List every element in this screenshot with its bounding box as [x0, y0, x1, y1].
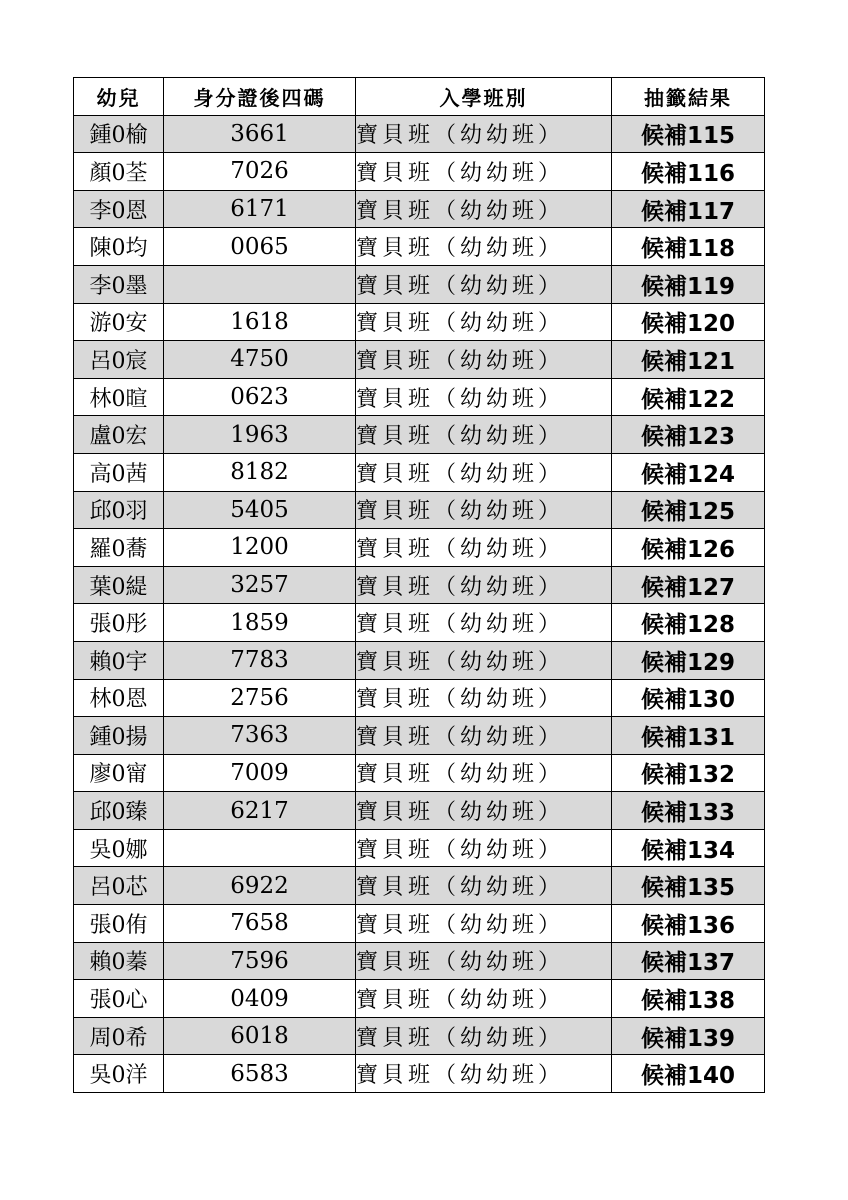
- table-row: [74, 153, 765, 191]
- table-row: [74, 641, 765, 679]
- cell-id-last4: 0065: [164, 228, 356, 266]
- cell-lottery-result: 候補132: [612, 754, 765, 792]
- table-row: [74, 867, 765, 905]
- table-row: [74, 566, 765, 604]
- cell-child-name: 游0安: [74, 303, 164, 341]
- cell-lottery-result: 候補123: [612, 416, 765, 454]
- table-row: [74, 491, 765, 529]
- cell-child-name: 鍾0榆: [74, 115, 164, 153]
- cell-lottery-result: 候補119: [612, 265, 765, 303]
- table-row: [74, 265, 765, 303]
- cell-id-last4: [164, 265, 356, 303]
- cell-child-name: 張0心: [74, 980, 164, 1018]
- cell-child-name: 呂0芯: [74, 867, 164, 905]
- table-row: [74, 378, 765, 416]
- cell-child-name: 葉0緹: [74, 566, 164, 604]
- table-row: [74, 905, 765, 943]
- cell-class: 寶貝班（幼幼班）: [356, 115, 612, 153]
- cell-lottery-result: 候補117: [612, 190, 765, 228]
- cell-lottery-result: 候補116: [612, 153, 765, 191]
- cell-child-name: 呂0宸: [74, 341, 164, 379]
- cell-child-name: 李0恩: [74, 190, 164, 228]
- cell-lottery-result: 候補129: [612, 641, 765, 679]
- cell-lottery-result: 候補120: [612, 303, 765, 341]
- cell-child-name: 顏0荃: [74, 153, 164, 191]
- cell-child-name: 張0彤: [74, 604, 164, 642]
- cell-id-last4: 7658: [164, 905, 356, 943]
- table-row: [74, 115, 765, 153]
- table-row: [74, 829, 765, 867]
- header-id-last4: 身分證後四碼: [164, 78, 356, 116]
- table-row: [74, 303, 765, 341]
- cell-id-last4: 6018: [164, 1017, 356, 1055]
- cell-id-last4: 5405: [164, 491, 356, 529]
- cell-class: 寶貝班（幼幼班）: [356, 980, 612, 1018]
- cell-class: 寶貝班（幼幼班）: [356, 604, 612, 642]
- cell-class: 寶貝班（幼幼班）: [356, 341, 612, 379]
- cell-id-last4: 6922: [164, 867, 356, 905]
- table-body: [74, 115, 765, 1092]
- table-row: [74, 1055, 765, 1093]
- cell-id-last4: 7009: [164, 754, 356, 792]
- cell-lottery-result: 候補118: [612, 228, 765, 266]
- table-row: [74, 190, 765, 228]
- cell-class: 寶貝班（幼幼班）: [356, 228, 612, 266]
- cell-class: 寶貝班（幼幼班）: [356, 679, 612, 717]
- cell-class: 寶貝班（幼幼班）: [356, 641, 612, 679]
- cell-id-last4: 7363: [164, 717, 356, 755]
- cell-class: 寶貝班（幼幼班）: [356, 491, 612, 529]
- cell-class: 寶貝班（幼幼班）: [356, 717, 612, 755]
- cell-child-name: 邱0羽: [74, 491, 164, 529]
- cell-class: 寶貝班（幼幼班）: [356, 303, 612, 341]
- cell-child-name: 賴0蓁: [74, 942, 164, 980]
- cell-lottery-result: 候補124: [612, 453, 765, 491]
- cell-child-name: 吳0洋: [74, 1055, 164, 1093]
- lottery-results-table: [73, 77, 765, 1093]
- header-child-name: 幼兒: [74, 78, 164, 116]
- header-lottery-result: 抽籤結果: [612, 78, 765, 116]
- cell-child-name: 高0茜: [74, 453, 164, 491]
- table-row: [74, 604, 765, 642]
- cell-id-last4: 1859: [164, 604, 356, 642]
- cell-lottery-result: 候補130: [612, 679, 765, 717]
- cell-lottery-result: 候補125: [612, 491, 765, 529]
- cell-child-name: 羅0蕎: [74, 529, 164, 567]
- cell-lottery-result: 候補126: [612, 529, 765, 567]
- cell-child-name: 賴0宇: [74, 641, 164, 679]
- cell-class: 寶貝班（幼幼班）: [356, 190, 612, 228]
- cell-class: 寶貝班（幼幼班）: [356, 453, 612, 491]
- cell-lottery-result: 候補139: [612, 1017, 765, 1055]
- cell-id-last4: 4750: [164, 341, 356, 379]
- cell-id-last4: 8182: [164, 453, 356, 491]
- cell-id-last4: 7783: [164, 641, 356, 679]
- cell-lottery-result: 候補122: [612, 378, 765, 416]
- cell-class: 寶貝班（幼幼班）: [356, 1017, 612, 1055]
- cell-lottery-result: 候補134: [612, 829, 765, 867]
- header-class: 入學班別: [356, 78, 612, 116]
- cell-child-name: 林0暄: [74, 378, 164, 416]
- cell-id-last4: 7596: [164, 942, 356, 980]
- cell-id-last4: [164, 829, 356, 867]
- cell-class: 寶貝班（幼幼班）: [356, 905, 612, 943]
- cell-id-last4: 0409: [164, 980, 356, 1018]
- cell-lottery-result: 候補115: [612, 115, 765, 153]
- cell-class: 寶貝班（幼幼班）: [356, 378, 612, 416]
- cell-class: 寶貝班（幼幼班）: [356, 265, 612, 303]
- cell-id-last4: 6217: [164, 792, 356, 830]
- cell-lottery-result: 候補140: [612, 1055, 765, 1093]
- cell-lottery-result: 候補121: [612, 341, 765, 379]
- table-row: [74, 453, 765, 491]
- cell-class: 寶貝班（幼幼班）: [356, 829, 612, 867]
- cell-lottery-result: 候補128: [612, 604, 765, 642]
- table-row: [74, 679, 765, 717]
- table-row: [74, 792, 765, 830]
- table-row: [74, 980, 765, 1018]
- table-row: [74, 416, 765, 454]
- cell-lottery-result: 候補136: [612, 905, 765, 943]
- table-row: [74, 228, 765, 266]
- cell-class: 寶貝班（幼幼班）: [356, 867, 612, 905]
- cell-id-last4: 7026: [164, 153, 356, 191]
- cell-class: 寶貝班（幼幼班）: [356, 792, 612, 830]
- cell-id-last4: 0623: [164, 378, 356, 416]
- cell-child-name: 陳0均: [74, 228, 164, 266]
- cell-child-name: 吳0娜: [74, 829, 164, 867]
- cell-child-name: 廖0甯: [74, 754, 164, 792]
- cell-class: 寶貝班（幼幼班）: [356, 416, 612, 454]
- cell-lottery-result: 候補137: [612, 942, 765, 980]
- cell-child-name: 張0侑: [74, 905, 164, 943]
- table-row: [74, 754, 765, 792]
- table-row: [74, 529, 765, 567]
- cell-id-last4: 1200: [164, 529, 356, 567]
- cell-child-name: 盧0宏: [74, 416, 164, 454]
- header-row: [74, 78, 765, 116]
- cell-child-name: 周0希: [74, 1017, 164, 1055]
- cell-class: 寶貝班（幼幼班）: [356, 566, 612, 604]
- cell-id-last4: 1618: [164, 303, 356, 341]
- cell-class: 寶貝班（幼幼班）: [356, 1055, 612, 1093]
- cell-lottery-result: 候補127: [612, 566, 765, 604]
- lottery-results-sheet: [73, 77, 764, 1093]
- table-row: [74, 341, 765, 379]
- cell-lottery-result: 候補131: [612, 717, 765, 755]
- table-row: [74, 717, 765, 755]
- cell-lottery-result: 候補135: [612, 867, 765, 905]
- cell-class: 寶貝班（幼幼班）: [356, 529, 612, 567]
- cell-class: 寶貝班（幼幼班）: [356, 153, 612, 191]
- cell-id-last4: 6171: [164, 190, 356, 228]
- cell-child-name: 李0墨: [74, 265, 164, 303]
- cell-id-last4: 3257: [164, 566, 356, 604]
- cell-child-name: 鍾0揚: [74, 717, 164, 755]
- cell-lottery-result: 候補138: [612, 980, 765, 1018]
- cell-id-last4: 1963: [164, 416, 356, 454]
- cell-class: 寶貝班（幼幼班）: [356, 754, 612, 792]
- cell-id-last4: 3661: [164, 115, 356, 153]
- cell-child-name: 林0恩: [74, 679, 164, 717]
- cell-id-last4: 6583: [164, 1055, 356, 1093]
- cell-lottery-result: 候補133: [612, 792, 765, 830]
- table-row: [74, 942, 765, 980]
- cell-class: 寶貝班（幼幼班）: [356, 942, 612, 980]
- cell-id-last4: 2756: [164, 679, 356, 717]
- table-row: [74, 1017, 765, 1055]
- cell-child-name: 邱0臻: [74, 792, 164, 830]
